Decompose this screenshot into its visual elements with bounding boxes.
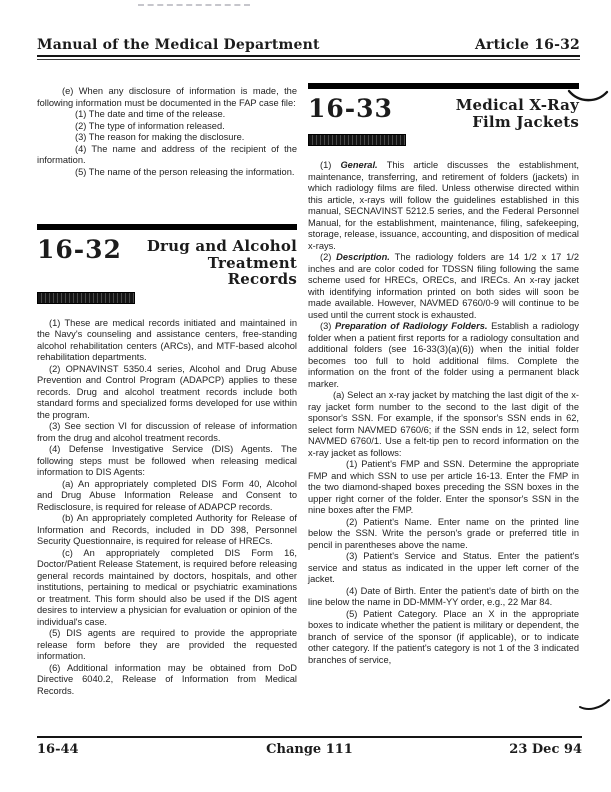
paragraph <box>308 517 579 552</box>
paragraph-lead: Description. <box>336 252 395 262</box>
paragraph <box>37 144 297 167</box>
section-number-underbar <box>37 292 135 304</box>
paragraph-number: (4) <box>49 444 69 454</box>
paragraph-lead: General. <box>340 160 387 170</box>
footer-rule <box>37 736 582 738</box>
section-title: Drug and Alcohol Treatment Records <box>146 237 297 288</box>
paragraph-text: When any disclosure of information is made, the following information must be documented in the FAP case file: <box>37 86 297 108</box>
paragraph-text: OPNAVINST 5350.4 series, Alcohol and Drug Abuse Prevention and Control Program (ADAPCP) applies to these records. Drug and alcohol treatment records include both standard forms and specialized forms developed for use within the program. <box>37 363 297 420</box>
paragraph <box>37 663 297 698</box>
paragraph <box>37 479 297 514</box>
paragraph <box>308 459 579 517</box>
paragraph-number: (6) <box>49 662 67 673</box>
paragraph-number: (2) <box>49 363 66 374</box>
paragraph <box>37 132 297 144</box>
paragraph-text: See section VI for discussion of release of information from the drug and alcohol treatment records. <box>37 421 297 443</box>
scan-artifact-pen-curve-bottom <box>578 697 611 713</box>
scan-artifact-pen-curve-top <box>566 86 610 106</box>
paragraph-number: (3) <box>49 421 65 431</box>
paragraph <box>37 109 297 121</box>
section-top-bar <box>37 224 297 230</box>
paragraph <box>308 586 579 609</box>
footer-change-number: Change 111 <box>266 742 353 757</box>
paragraph-number: (1) <box>75 109 89 119</box>
header-manual-title: Manual of the Medical Department <box>37 37 320 53</box>
paragraph <box>37 421 297 444</box>
paragraph-number: (1) <box>49 317 65 328</box>
paragraph <box>37 364 297 422</box>
paragraph-number: (2) <box>320 252 337 262</box>
drug-alcohol-paragraphs <box>37 318 297 698</box>
paragraph-number: (4) <box>75 143 92 154</box>
paragraph-number: (1) <box>346 459 362 469</box>
section-number-underbar <box>308 134 406 146</box>
paragraph-number: (b) <box>62 513 77 523</box>
paragraph <box>37 121 297 133</box>
paragraph <box>37 628 297 663</box>
paragraph-text: Additional information may be obtained from DoD Directive 6040.2, Release of Information from Medical Records. <box>37 662 297 696</box>
paragraph-text: Patient's Service and Status. Enter the patient's service and status as indicated in the upper left corner of the jacket. <box>308 551 579 584</box>
paragraph-text: Patient's FMP and SSN. Determine the appropriate FMP and which SSN to use per article 16-13. Enter the FMP in the two diamond-shaped boxes preceding the SSN boxes in the upper right corner of the folder. Enter the sponsor's SSN in the nine boxes after the FMP. <box>308 459 579 515</box>
paragraph-text: Defense Investigative Service (DIS) Agents. The following steps must be followed when releasing medical information to DIS Agents: <box>37 444 297 477</box>
paragraph-text: This article discusses the establishment, maintenance, transferring, and retirement of folders (jackets) in which radiology films are filed. Unless otherwise directed within this article, x-rays will follow the guidelines established in this manual, SECNAVINST 5212.5 series, and the Federal Personnel Manual, for the establishment, maintenance, filing, safekeeping, storage, release, issuance, accounting, and disposition of medical x-rays. <box>308 160 579 251</box>
right-column <box>308 83 579 666</box>
paragraph <box>37 444 297 479</box>
paragraph-number: (3) <box>75 132 89 142</box>
paragraph-number: (2) <box>75 120 89 131</box>
paragraph <box>308 321 579 390</box>
left-column <box>37 86 297 697</box>
paragraph-text: Date of Birth. Enter the patient's date of birth on the line below the name in DD-MMM-YY order, e.g., 22 Mar 84. <box>308 585 579 607</box>
paragraph <box>308 551 579 586</box>
paragraph-text: Establish a radiology folder when a patient first reports for a radiology consultation and additional folders (see 16-33(3)(a)(6)) when the initial folder becomes too full to hold additional films. Complete the information on the front of the folder using a permanent black marker. <box>308 321 579 389</box>
paragraph-text: The radiology folders are 14 1/2 x 17 1/2 inches and are color coded for TDSSN filing following the same scheme used for HRECs, ORECs, and IRECs. An x-ray jacket with identifying information printed on both sides will soon be made available. However, NAVMED 6760/0-9 will continue to be used until the current stock is exhausted. <box>308 252 580 320</box>
paragraph-text: The name and address of the recipient of the information. <box>37 143 297 165</box>
section-heading-16-33 <box>308 83 579 146</box>
paragraph <box>308 160 579 252</box>
paragraph-text: An appropriately completed Authority for Release of Information and Records, included in DD 398, Personnel Security Questionnaire, is required for release of HRECs. <box>37 513 297 546</box>
paragraph-text: These are medical records initiated and maintained in the Navy's counseling and assistance centers, free-standing alcohol rehabilitation centers (ARCs), and MTF-based alcohol rehabilitation departments. <box>37 317 298 362</box>
paragraph-number: (1) <box>320 160 341 170</box>
section-number: 16-32 <box>37 235 122 264</box>
paragraph-number: (5) <box>346 608 364 619</box>
section-title: Medical X-Ray Film Jackets <box>455 96 579 131</box>
paragraph <box>37 548 297 629</box>
paragraph <box>37 318 297 364</box>
paragraph-text: An appropriately completed DIS Form 40, Alcohol and Drug Abuse Information Release and Consent to Redisclosure, is required for release of ADAPCP records. <box>37 478 297 512</box>
paragraph-text: The name of the person releasing the information. <box>88 166 295 177</box>
footer-date: 23 Dec 94 <box>509 742 582 757</box>
paragraph-number: (5) <box>49 628 67 638</box>
paragraph <box>37 167 297 179</box>
paragraph-number: (a) <box>333 390 348 400</box>
paragraph-number: (4) <box>346 585 361 596</box>
section-number: 16-33 <box>308 94 393 123</box>
paragraph <box>37 86 297 109</box>
paragraph-text: The date and time of the release. <box>88 109 226 119</box>
section-top-bar <box>308 83 579 89</box>
paragraph-lead: Preparation of Radiology Folders. <box>335 321 492 331</box>
paragraph <box>308 609 579 667</box>
paragraph-text: Select an x-ray jacket by matching the last digit of the x-ray jacket form number to the second to the last digit of the sponsor's SSN. For example, if the sponsor's SSN ends in 62, select form NAVMED 6760/6; if the SSN ends in 12, select form NAVMED 6760/1. Use a felt-tip pen to record information on the x-ray jacket as follows: <box>308 390 579 458</box>
header-rule <box>37 55 580 60</box>
paragraph <box>308 252 579 321</box>
paragraph-text: DIS agents are required to provide the appropriate release form before they are provided the requested information. <box>37 628 297 661</box>
paragraph-number: (2) <box>346 516 364 527</box>
paragraph <box>308 390 579 459</box>
header-article-number: Article 16-32 <box>474 37 580 53</box>
paragraph-text: Patient Category. Place an X in the appropriate boxes to indicate whether the patient is military or dependent, the branch of service of the sponsor (if applicable), or to indicate other category. If the patient's category is not 1 of the 3 indicated branches of service, <box>308 608 579 665</box>
section-heading-16-32 <box>37 224 297 304</box>
paragraph-text: Patient's Name. Enter name on the printed line below the SSN. Write the person's grade or preferred title in pencil in parentheses above the name. <box>308 516 579 550</box>
paragraph-number: (3) <box>346 551 364 561</box>
paragraph-text: The reason for making the disclosure. <box>88 132 245 142</box>
scan-artifact-top-dashes <box>138 4 250 6</box>
footer-page-number: 16-44 <box>37 742 79 757</box>
page-header <box>37 37 580 53</box>
fap-disclosure-paragraphs <box>37 86 297 178</box>
paragraph-number: (c) <box>62 547 84 558</box>
paragraph <box>37 513 297 548</box>
paragraph-number: (3) <box>320 321 335 331</box>
page-footer <box>37 742 582 757</box>
paragraph-number: (5) <box>75 166 89 177</box>
paragraph-number: (e) <box>62 86 79 96</box>
paragraph-text: An appropriately completed DIS Form 16, Doctor/Patient Release Statement, is required before releasing general records maintained by doctors, hospitals, and other institutions, pertaining to medical or psychiatric examinations or treatment. This form should also be used if the DIS agent desires to interview a physician for evaluation or opinion of the individual's case. <box>37 547 297 627</box>
paragraph-text: The type of information released. <box>88 120 225 131</box>
paragraph-number: (a) <box>62 478 78 489</box>
xray-jacket-paragraphs <box>308 160 579 666</box>
